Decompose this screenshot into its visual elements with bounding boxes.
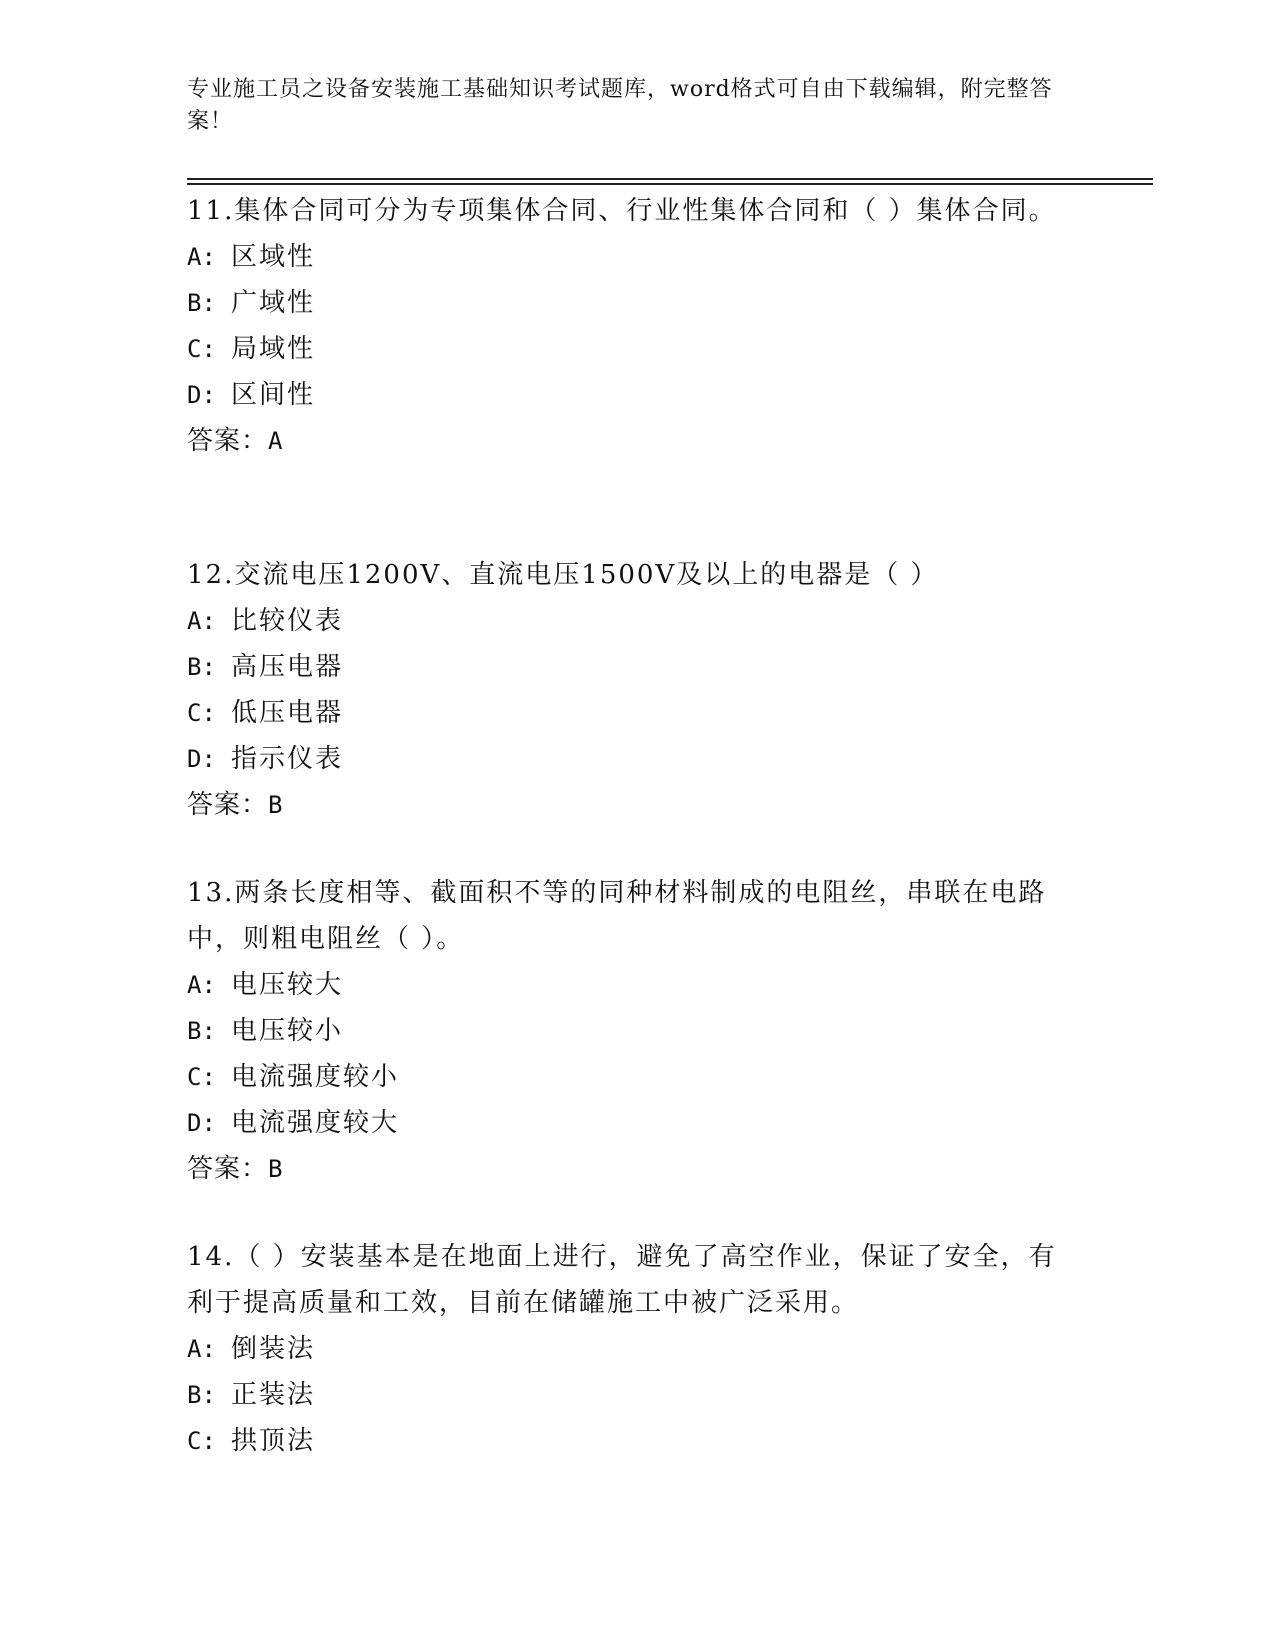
option-letter: C: (187, 1063, 216, 1091)
option-a (187, 234, 1067, 280)
answer-label: 答案： (187, 426, 269, 456)
question-13 (187, 870, 1067, 1192)
answer-label: 答案： (187, 1154, 269, 1184)
option-text: 正装法 (231, 1380, 316, 1410)
option-text: 指示仪表 (231, 744, 344, 774)
option-letter: A: (187, 1335, 216, 1363)
option-letter: B: (187, 1381, 216, 1409)
option-text: 比较仪表 (231, 606, 344, 636)
option-text: 电流强度较小 (231, 1062, 400, 1092)
option-b (187, 644, 1067, 690)
answer-line (187, 1146, 1067, 1192)
option-letter: D: (187, 1109, 216, 1137)
option-letter: A: (187, 243, 216, 271)
option-c (187, 1054, 1067, 1100)
option-d (187, 736, 1067, 782)
option-letter: B: (187, 653, 216, 681)
option-b (187, 1372, 1067, 1418)
option-c (187, 690, 1067, 736)
option-text: 电压较大 (231, 970, 344, 1000)
option-letter: D: (187, 381, 216, 409)
option-text: 局域性 (231, 334, 316, 364)
option-b (187, 1008, 1067, 1054)
option-letter: C: (187, 1427, 216, 1455)
question-12 (187, 552, 1067, 828)
question-11 (187, 188, 1067, 464)
option-text: 低压电器 (231, 698, 344, 728)
question-stem: 12.交流电压1200V、直流电压1500V及以上的电器是（ ） (187, 560, 939, 590)
option-text: 电压较小 (231, 1016, 344, 1046)
option-a (187, 1326, 1067, 1372)
header-divider-top (187, 178, 1153, 180)
option-d (187, 1100, 1067, 1146)
option-letter: D: (187, 745, 216, 773)
option-a (187, 598, 1067, 644)
option-text: 拱顶法 (231, 1426, 316, 1456)
option-text: 电流强度较大 (231, 1108, 400, 1138)
option-c (187, 1418, 1067, 1464)
option-text: 区间性 (231, 380, 316, 410)
question-stem: 11.集体合同可分为专项集体合同、行业性集体合同和（ ）集体合同。 (187, 196, 1057, 226)
answer-line (187, 418, 1067, 464)
option-letter: C: (187, 335, 216, 363)
option-text: 区域性 (231, 242, 316, 272)
option-letter: C: (187, 699, 216, 727)
answer-value: B (268, 1155, 284, 1183)
question-14 (187, 1234, 1067, 1464)
option-letter: A: (187, 607, 216, 635)
question-stem: 14.（ ）安装基本是在地面上进行，避免了高空作业，保证了安全，有利于提高质量和工效，目前在储罐施工中被广泛采用。 (187, 1242, 1057, 1318)
option-text: 广域性 (231, 288, 316, 318)
answer-line (187, 782, 1067, 828)
question-stem: 13.两条长度相等、截面积不等的同种材料制成的电阻丝，串联在电路中，则粗电阻丝（ ）。 (187, 878, 1047, 954)
option-b (187, 280, 1067, 326)
option-letter: B: (187, 289, 216, 317)
document-header: 专业施工员之设备安装施工基础知识考试题库，word格式可自由下载编辑，附完整答案！ (187, 77, 1053, 134)
option-text: 高压电器 (231, 652, 344, 682)
answer-value: B (268, 791, 284, 819)
option-letter: A: (187, 971, 216, 999)
answer-value: A (268, 427, 284, 455)
option-c (187, 326, 1067, 372)
option-text: 倒装法 (231, 1334, 316, 1364)
option-letter: B: (187, 1017, 216, 1045)
header-divider-bottom (187, 183, 1153, 185)
answer-label: 答案： (187, 790, 269, 820)
option-a (187, 962, 1067, 1008)
option-d (187, 372, 1067, 418)
